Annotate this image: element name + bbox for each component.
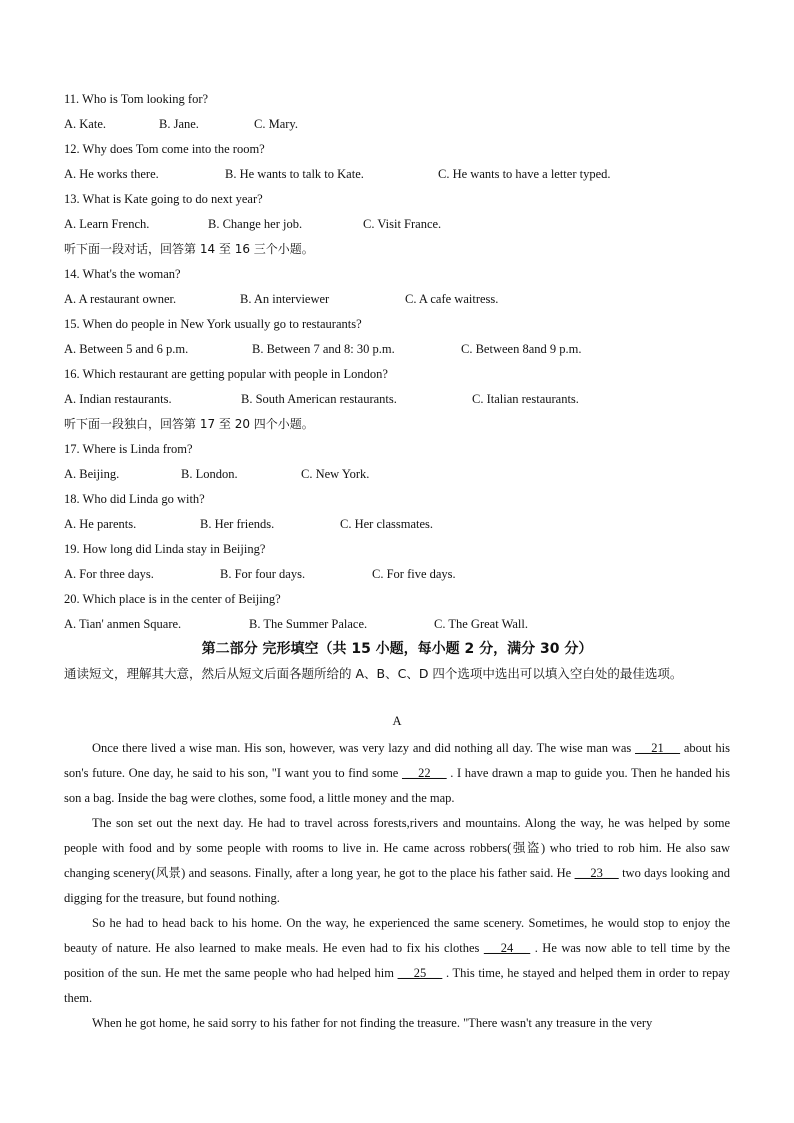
q20-option-a: A. Tian' anmen Square. — [64, 617, 182, 631]
instruction-dialogue: 听下面一段对话，回答第 14 至 16 三个小题。 — [64, 242, 314, 256]
q14-option-c: C. A cafe waitress. — [405, 292, 499, 306]
question-20: 20. Which place is in the center of Beijing? — [64, 592, 281, 606]
section-instruction: 通读短文，理解其大意，然后从短文后面各题所给的 A、B、C、D 四个选项中选出可以填入空白处的最佳选项。 — [64, 666, 683, 681]
question-18: 18. Who did Linda go with? — [64, 492, 205, 506]
question-11: 11. Who is Tom looking for? — [64, 92, 209, 106]
q11-option-b: B. Jane. — [159, 117, 199, 131]
passage-paragraph-4 — [64, 1011, 730, 1036]
q11-option-a: A. Kate. — [64, 117, 106, 131]
question-12: 12. Why does Tom come into the room? — [64, 142, 265, 156]
q18-option-b: B. Her friends. — [200, 517, 275, 531]
paragraph-text: about his son's future. One day, he said to his son, "I want you to find some — [64, 741, 731, 780]
q15-option-b: B. Between 7 and 8: 30 p.m. — [252, 342, 395, 356]
q19-option-c: C. For five days. — [372, 567, 456, 581]
q14-option-a: A. A restaurant owner. — [64, 292, 177, 306]
q13-option-b: B. Change her job. — [208, 217, 303, 231]
blank-25: __25__ — [397, 966, 443, 980]
passage-paragraph-1 — [64, 736, 730, 811]
question-19: 19. How long did Linda stay in Beijing? — [64, 542, 266, 556]
q12-option-b: B. He wants to talk to Kate. — [225, 167, 364, 181]
q14-option-b: B. An interviewer — [240, 292, 330, 306]
q13-option-a: A. Learn French. — [64, 217, 150, 231]
paragraph-text: Once there lived a wise man. His son, however, was very lazy and did nothing all day. The wise man was — [92, 741, 636, 755]
q16-option-a: A. Indian restaurants. — [64, 392, 172, 406]
q17-option-c: C. New York. — [301, 467, 370, 481]
passage-paragraph-3 — [64, 911, 730, 1011]
paragraph-text: The son set out the next day. He had to travel across forests,rivers and mountains. Along the way, he was helped by some people with food and by some people with rooms to live in. He came across robbers(强盗) who tried to rob him. He also saw changing scenery(风景) and seasons. Finally, after a long year, he got to the place his father said. He — [64, 816, 730, 880]
q20-option-c: C. The Great Wall. — [434, 617, 528, 631]
passage-paragraph-2 — [64, 811, 730, 911]
q19-option-a: A. For three days. — [64, 567, 154, 581]
question-13: 13. What is Kate going to do next year? — [64, 192, 263, 206]
question-15: 15. When do people in New York usually go to restaurants? — [64, 317, 362, 331]
q16-option-c: C. Italian restaurants. — [472, 392, 579, 406]
q17-option-b: B. London. — [181, 467, 238, 481]
q11-option-c: C. Mary. — [254, 117, 298, 131]
paragraph-text: . He was now able to tell time by the position of the sun. He met the same people who had helped him — [64, 941, 731, 980]
q16-option-b: B. South American restaurants. — [241, 392, 397, 406]
paragraph-text: . I have drawn a map to guide you. Then he handed his son a bag. Inside the bag were clothes, some food, a little money and the map. — [64, 766, 731, 805]
q12-option-c: C. He wants to have a letter typed. — [438, 167, 611, 181]
blank-21: __21__ — [635, 741, 681, 755]
passage-label: A — [392, 714, 402, 728]
paragraph-text: . This time, he stayed and helped them in order to repay them. — [64, 966, 731, 1005]
q19-option-b: B. For four days. — [220, 567, 306, 581]
q13-option-c: C. Visit France. — [363, 217, 442, 231]
blank-24: __24__ — [483, 941, 531, 955]
paragraph-text: two days looking and digging for the treasure, but found nothing. — [64, 866, 730, 905]
q12-option-a: A. He works there. — [64, 167, 159, 181]
q15-option-a: A. Between 5 and 6 p.m. — [64, 342, 189, 356]
q20-option-b: B. The Summer Palace. — [249, 617, 368, 631]
question-16: 16. Which restaurant are getting popular with people in London? — [64, 367, 388, 381]
question-14: 14. What's the woman? — [64, 267, 181, 281]
q17-option-a: A. Beijing. — [64, 467, 120, 481]
section-title: 第二部分 完形填空（共 15 小题，每小题 2 分，满分 30 分） — [201, 641, 593, 657]
question-17: 17. Where is Linda from? — [64, 442, 193, 456]
q18-option-a: A. He parents. — [64, 517, 137, 531]
blank-23: __23__ — [574, 866, 619, 880]
blank-22: __22__ — [401, 766, 447, 780]
paragraph-text: When he got home, he said sorry to his father for not finding the treasure. "There wasn't any treasure in the very — [92, 1016, 653, 1030]
paragraph-text: So he had to head back to his home. On the way, he experienced the same scenery. Sometimes, he would stop to enjoy the beauty of nature. He also learned to make meals. He even had to fix his clothes — [64, 916, 730, 955]
q18-option-c: C. Her classmates. — [340, 517, 434, 531]
q15-option-c: C. Between 8and 9 p.m. — [461, 342, 582, 356]
instruction-monologue: 听下面一段独白，回答第 17 至 20 四个小题。 — [64, 417, 314, 431]
